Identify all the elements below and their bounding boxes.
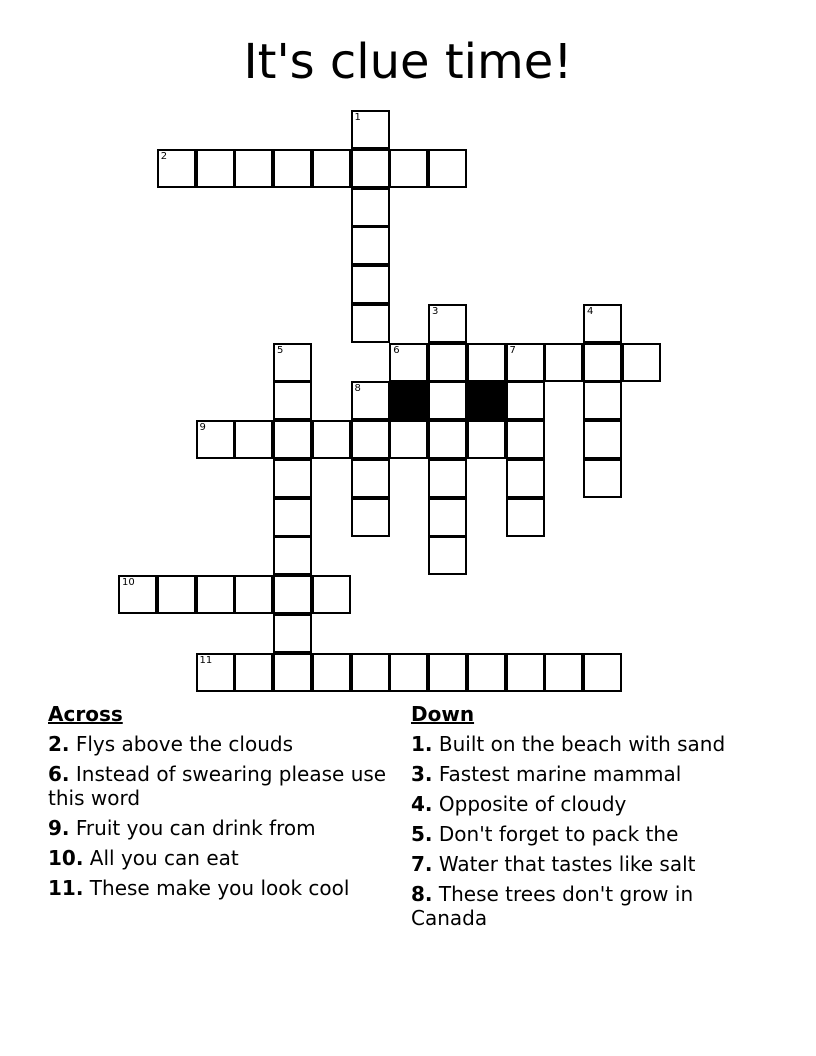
clue-number: 4. — [411, 792, 433, 816]
grid-cell[interactable] — [157, 575, 196, 614]
grid-cell[interactable] — [583, 304, 622, 343]
clue-number: 10. — [48, 846, 84, 870]
grid-cell[interactable] — [506, 343, 545, 382]
grid-cell[interactable] — [351, 188, 390, 227]
clue-across-2 — [48, 732, 388, 756]
grid-cell[interactable] — [506, 459, 545, 498]
grid-cell[interactable] — [196, 149, 235, 188]
clue-number: 9. — [48, 816, 70, 840]
grid-cell[interactable] — [544, 343, 583, 382]
clue-text: All you can eat — [89, 846, 239, 870]
clue-text: Water that tastes like salt — [438, 852, 696, 876]
clue-text: Built on the beach with sand — [438, 732, 726, 756]
grid-cell[interactable] — [428, 498, 467, 537]
grid-cell[interactable] — [312, 149, 351, 188]
grid-cell[interactable] — [196, 653, 235, 692]
cell-number: 10 — [122, 577, 135, 588]
grid-cell[interactable] — [351, 420, 390, 459]
grid-cell[interactable] — [428, 343, 467, 382]
grid-cell[interactable] — [351, 381, 390, 420]
grid-cell[interactable] — [234, 653, 273, 692]
grid-cell[interactable] — [351, 226, 390, 265]
grid-cell[interactable] — [273, 536, 312, 575]
grid-block — [467, 381, 506, 420]
clue-text: These trees don't grow in Canada — [411, 882, 694, 930]
cell-number: 7 — [509, 344, 516, 356]
clue-down-5 — [411, 822, 741, 846]
clue-number: 5. — [411, 822, 433, 846]
grid-cell[interactable] — [622, 343, 661, 382]
grid-cell[interactable] — [273, 149, 312, 188]
grid-cell[interactable] — [506, 498, 545, 537]
grid-cell[interactable] — [467, 343, 506, 382]
grid-cell[interactable] — [273, 653, 312, 692]
down-heading: Down — [411, 702, 475, 726]
grid-cell[interactable] — [273, 381, 312, 420]
cell-number: 1 — [354, 112, 361, 123]
grid-cell[interactable] — [389, 343, 428, 382]
clue-number: 6. — [48, 762, 70, 786]
cell-number: 8 — [354, 383, 361, 395]
grid-cell[interactable] — [506, 420, 545, 459]
cell-number: 5 — [277, 344, 284, 356]
grid-cell[interactable] — [351, 498, 390, 537]
grid-cell[interactable] — [351, 653, 390, 692]
grid-cell[interactable] — [234, 149, 273, 188]
grid-cell[interactable] — [583, 343, 622, 382]
grid-cell[interactable] — [351, 110, 390, 149]
clue-across-6 — [48, 762, 388, 810]
clue-number: 2. — [48, 732, 70, 756]
clue-text: Instead of swearing please use this word — [48, 762, 387, 810]
clue-across-11 — [48, 876, 388, 900]
grid-cell[interactable] — [467, 420, 506, 459]
cell-number: 6 — [393, 344, 400, 356]
grid-cell[interactable] — [428, 653, 467, 692]
grid-cell[interactable] — [583, 420, 622, 459]
grid-cell[interactable] — [273, 343, 312, 382]
page-title: It's clue time! — [243, 34, 573, 90]
grid-cell[interactable] — [389, 420, 428, 459]
grid-cell[interactable] — [428, 149, 467, 188]
across-heading: Across — [48, 702, 123, 726]
grid-cell[interactable] — [234, 575, 273, 614]
grid-cell[interactable] — [351, 304, 390, 343]
clue-number: 3. — [411, 762, 433, 786]
grid-cell[interactable] — [583, 653, 622, 692]
clue-number: 7. — [411, 852, 433, 876]
grid-cell[interactable] — [196, 420, 235, 459]
cell-number: 2 — [160, 150, 168, 162]
grid-cell[interactable] — [118, 575, 157, 614]
grid-cell[interactable] — [583, 381, 622, 420]
grid-cell[interactable] — [312, 575, 351, 614]
cell-number: 3 — [432, 305, 439, 317]
grid-cell[interactable] — [273, 614, 312, 653]
clue-number: 11. — [48, 876, 84, 900]
clue-text: Opposite of cloudy — [438, 792, 627, 816]
grid-cell[interactable] — [273, 575, 312, 614]
grid-cell[interactable] — [351, 459, 390, 498]
cell-number: 11 — [199, 654, 213, 666]
grid-cell[interactable] — [583, 459, 622, 498]
clue-down-7 — [411, 852, 741, 876]
grid-cell[interactable] — [273, 420, 312, 459]
grid-cell[interactable] — [312, 420, 351, 459]
grid-cell[interactable] — [351, 265, 390, 304]
grid-cell[interactable] — [196, 575, 235, 614]
grid-cell[interactable] — [273, 459, 312, 498]
grid-cell[interactable] — [428, 536, 467, 575]
clue-down-8 — [411, 882, 741, 930]
cell-number: 4 — [587, 305, 594, 317]
clue-down-1 — [411, 732, 741, 756]
grid-cell[interactable] — [428, 420, 467, 459]
clue-across-10 — [48, 846, 388, 870]
grid-cell[interactable] — [234, 420, 273, 459]
grid-cell[interactable] — [428, 381, 467, 420]
clue-text: Fastest marine mammal — [438, 762, 682, 786]
grid-cell[interactable] — [428, 304, 467, 343]
clue-number: 1. — [411, 732, 433, 756]
grid-cell[interactable] — [273, 498, 312, 537]
down-clues — [411, 702, 741, 936]
grid-cell[interactable] — [389, 149, 428, 188]
clue-text: These make you look cool — [89, 876, 350, 900]
cell-number: 9 — [199, 422, 206, 433]
clue-across-9 — [48, 816, 388, 840]
grid-cell[interactable] — [351, 149, 390, 188]
grid-cell[interactable] — [506, 653, 545, 692]
grid-block — [389, 381, 428, 420]
clue-number: 8. — [411, 882, 433, 906]
grid-cell[interactable] — [506, 381, 545, 420]
clue-text: Don't forget to pack the — [438, 822, 679, 846]
clue-text: Fruit you can drink from — [75, 816, 316, 840]
grid-cell[interactable] — [467, 653, 506, 692]
clue-down-4 — [411, 792, 741, 816]
grid-cell[interactable] — [312, 653, 351, 692]
clue-text: Flys above the clouds — [75, 732, 293, 756]
clue-down-3 — [411, 762, 741, 786]
grid-cell[interactable] — [389, 653, 428, 692]
grid-cell[interactable] — [428, 459, 467, 498]
across-clues — [48, 702, 388, 906]
grid-cell[interactable] — [157, 149, 196, 188]
grid-cell[interactable] — [544, 653, 583, 692]
